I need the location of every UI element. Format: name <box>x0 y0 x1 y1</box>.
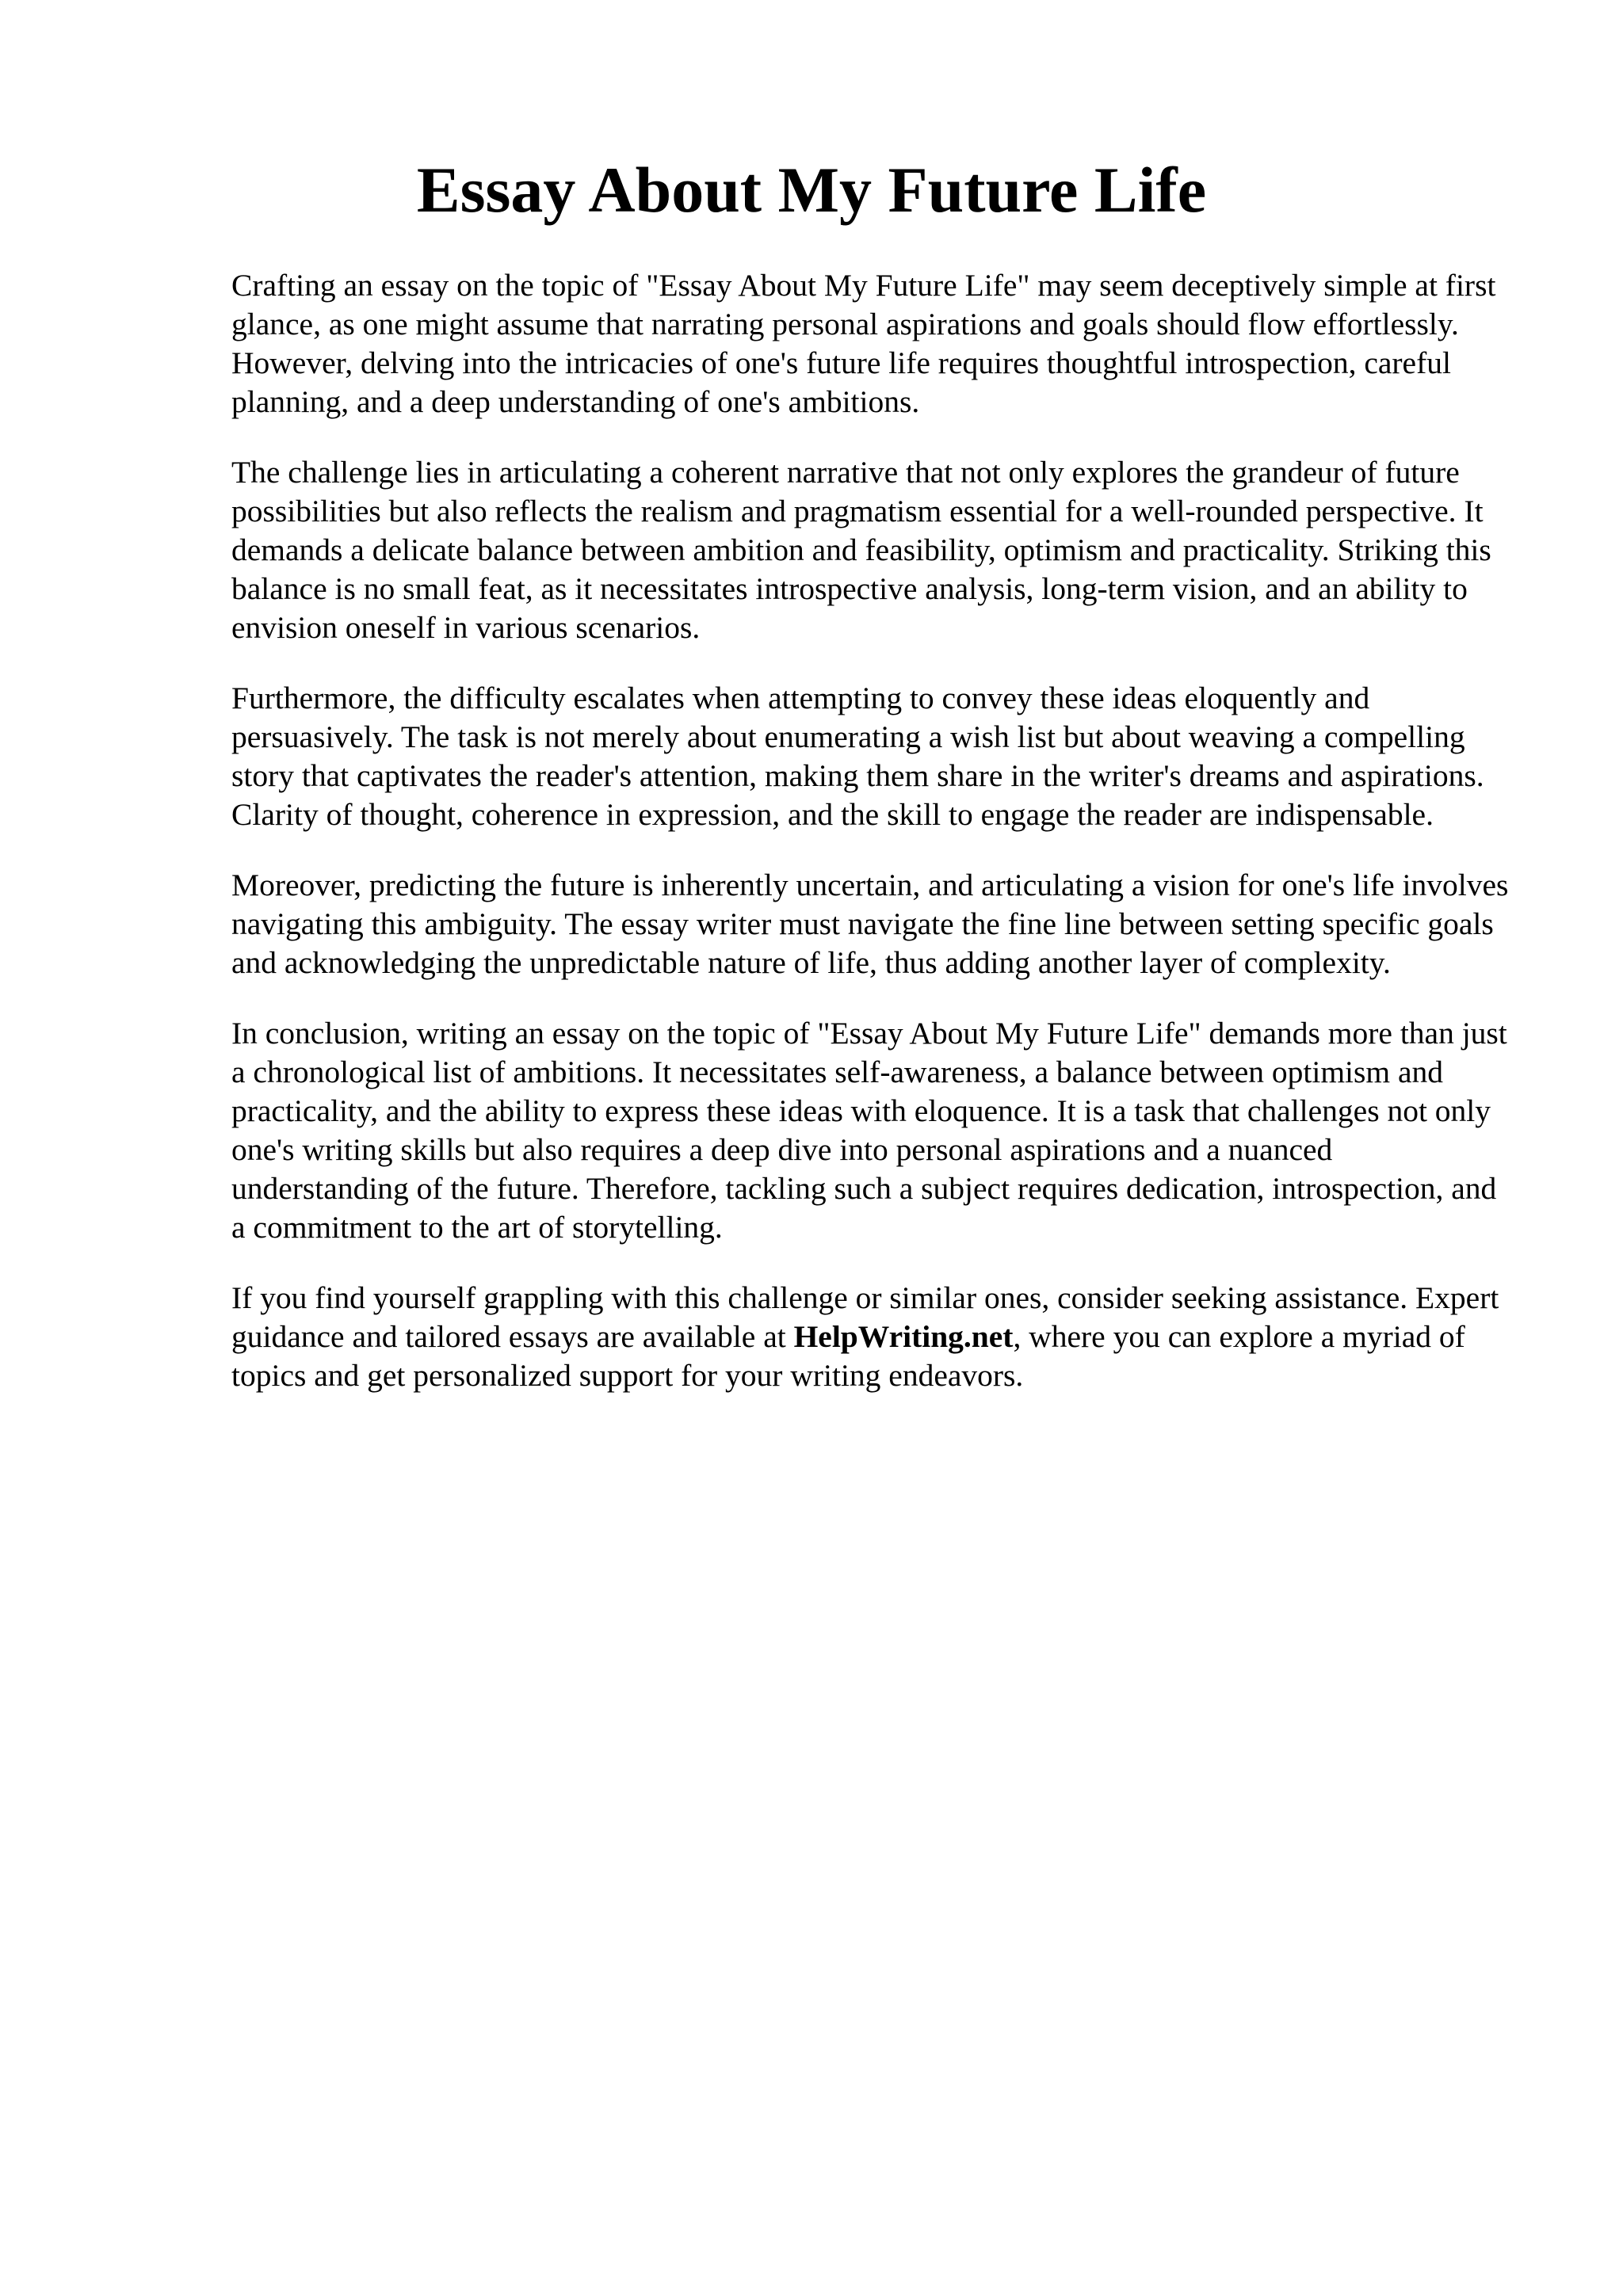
page-title: Essay About My Future Life <box>416 154 1207 226</box>
helpwriting-link[interactable]: HelpWriting.net <box>793 1319 1014 1354</box>
closing-text-before-link: If you find yourself grappling with this challenge or similar ones, consider seeking assistance. Expert guidance and tailored essays are available at <box>231 1280 1499 1354</box>
closing-paragraph <box>231 1279 1515 1395</box>
paragraph-4: Moreover, predicting the future is inherently uncertain, and articulating a vision for one's life involves navigating this ambiguity. The essay writer must navigate the fine line between setting specific goals and acknowledging the unpredictable nature of life, thus adding another layer of complexity. <box>231 868 1509 980</box>
closing-text-after-link: , where you can explore a myriad of topics and get personalized support for your writing endeavors. <box>231 1319 1465 1393</box>
paragraph-1: Crafting an essay on the topic of "Essay About My Future Life" may seem deceptively simple at first glance, as one might assume that narrating personal aspirations and goals should flow effortlessly. However, delving into the intricacies of one's future life requires thoughtful introspection, careful planning, and a deep understanding of one's ambitions. <box>231 268 1496 419</box>
paragraph-2: The challenge lies in articulating a coherent narrative that not only explores the grandeur of future possibilities but also reflects the realism and pragmatism essential for a well-rounded perspective. It demands a delicate balance between ambition and feasibility, optimism and practicality. Striking this balance is no small feat, as it necessitates introspective analysis, long-term vision, and an ability to envision oneself in various scenarios. <box>231 455 1491 645</box>
paragraph-3: Furthermore, the difficulty escalates when attempting to convey these ideas eloquently and persuasively. The task is not merely about enumerating a wish list but about weaving a compelling story that captivates the reader's attention, making them share in the writer's dreams and aspirations. Clarity of thought, coherence in expression, and the skill to engage the reader are indispensable. <box>231 681 1484 832</box>
paragraph-5: In conclusion, writing an essay on the topic of "Essay About My Future Life" demands more than just a chronological list of ambitions. It necessitates self-awareness, a balance between optimism and practicality, and the ability to express these ideas with eloquence. It is a task that challenges not only one's writing skills but also requires a deep dive into personal aspirations and a nuanced understanding of the future. Therefore, tackling such a subject requires dedication, introspection, and a commitment to the art of storytelling. <box>231 1016 1507 1245</box>
essay-body <box>231 266 1515 1427</box>
